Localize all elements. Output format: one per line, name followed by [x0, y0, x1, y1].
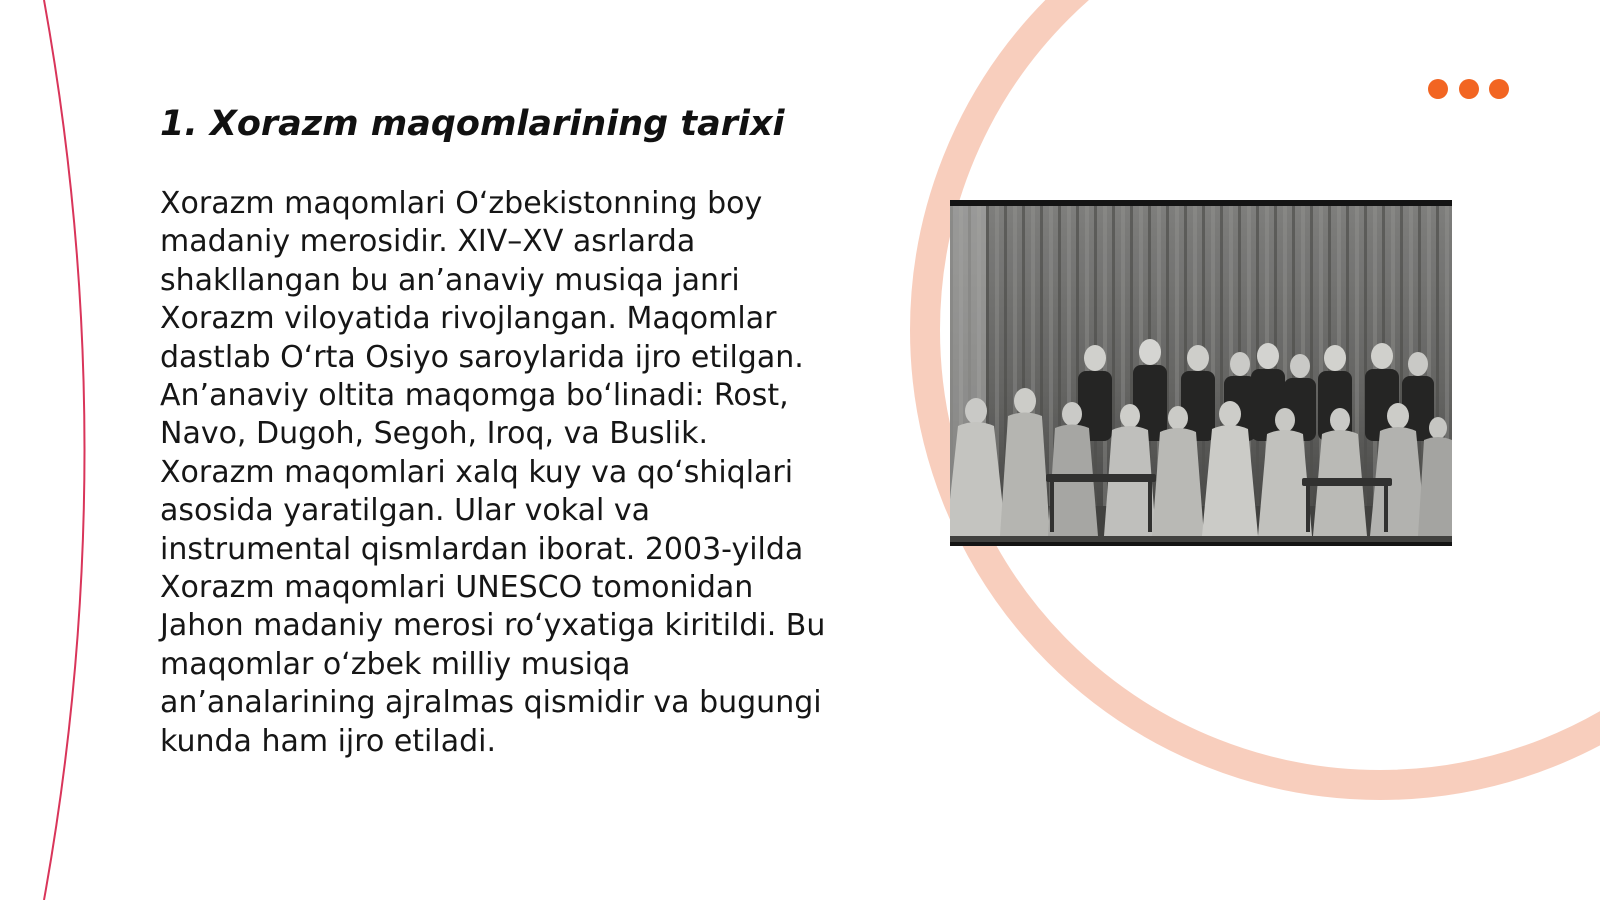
dot-icon	[1489, 79, 1509, 99]
dot-icon	[1459, 79, 1479, 99]
left-curve-line	[44, 0, 85, 900]
ensemble-photo-image	[950, 206, 1452, 542]
photo-grain	[950, 206, 1452, 542]
more-options-icon[interactable]	[1418, 79, 1514, 101]
dot-icon	[1428, 79, 1448, 99]
slide-body-text: Xorazm maqomlari O‘zbekistonning boy madaniy merosidir. XIV–XV asrlarda shakllangan bu an’anaviy musiqa janri Xorazm viloyatida rivojlangan. Maqomlar dastlab O‘rta Osiyo saroylarida ijro etilgan. An’anaviy oltita maqomga bo‘linadi: Rost, Navo, Dugoh, Segoh, Iroq, va Buslik. Xorazm maqomlari xalq kuy va qo‘shiqlari asosida yaratilgan. Ular vokal va instrumental qismlardan iborat. 2003-yilda Xorazm maqomlari UNESCO tomonidan Jahon madaniy merosi ro‘yxatiga kiritildi. Bu maqomlar o‘zbek milliy musiqa an’analarining ajralmas qismidir va bugungi kunda ham ijro etiladi.	[160, 186, 826, 759]
slide-title: 1. Xorazm maqomlarining tarixi	[160, 104, 785, 144]
ensemble-photo	[950, 200, 1452, 546]
